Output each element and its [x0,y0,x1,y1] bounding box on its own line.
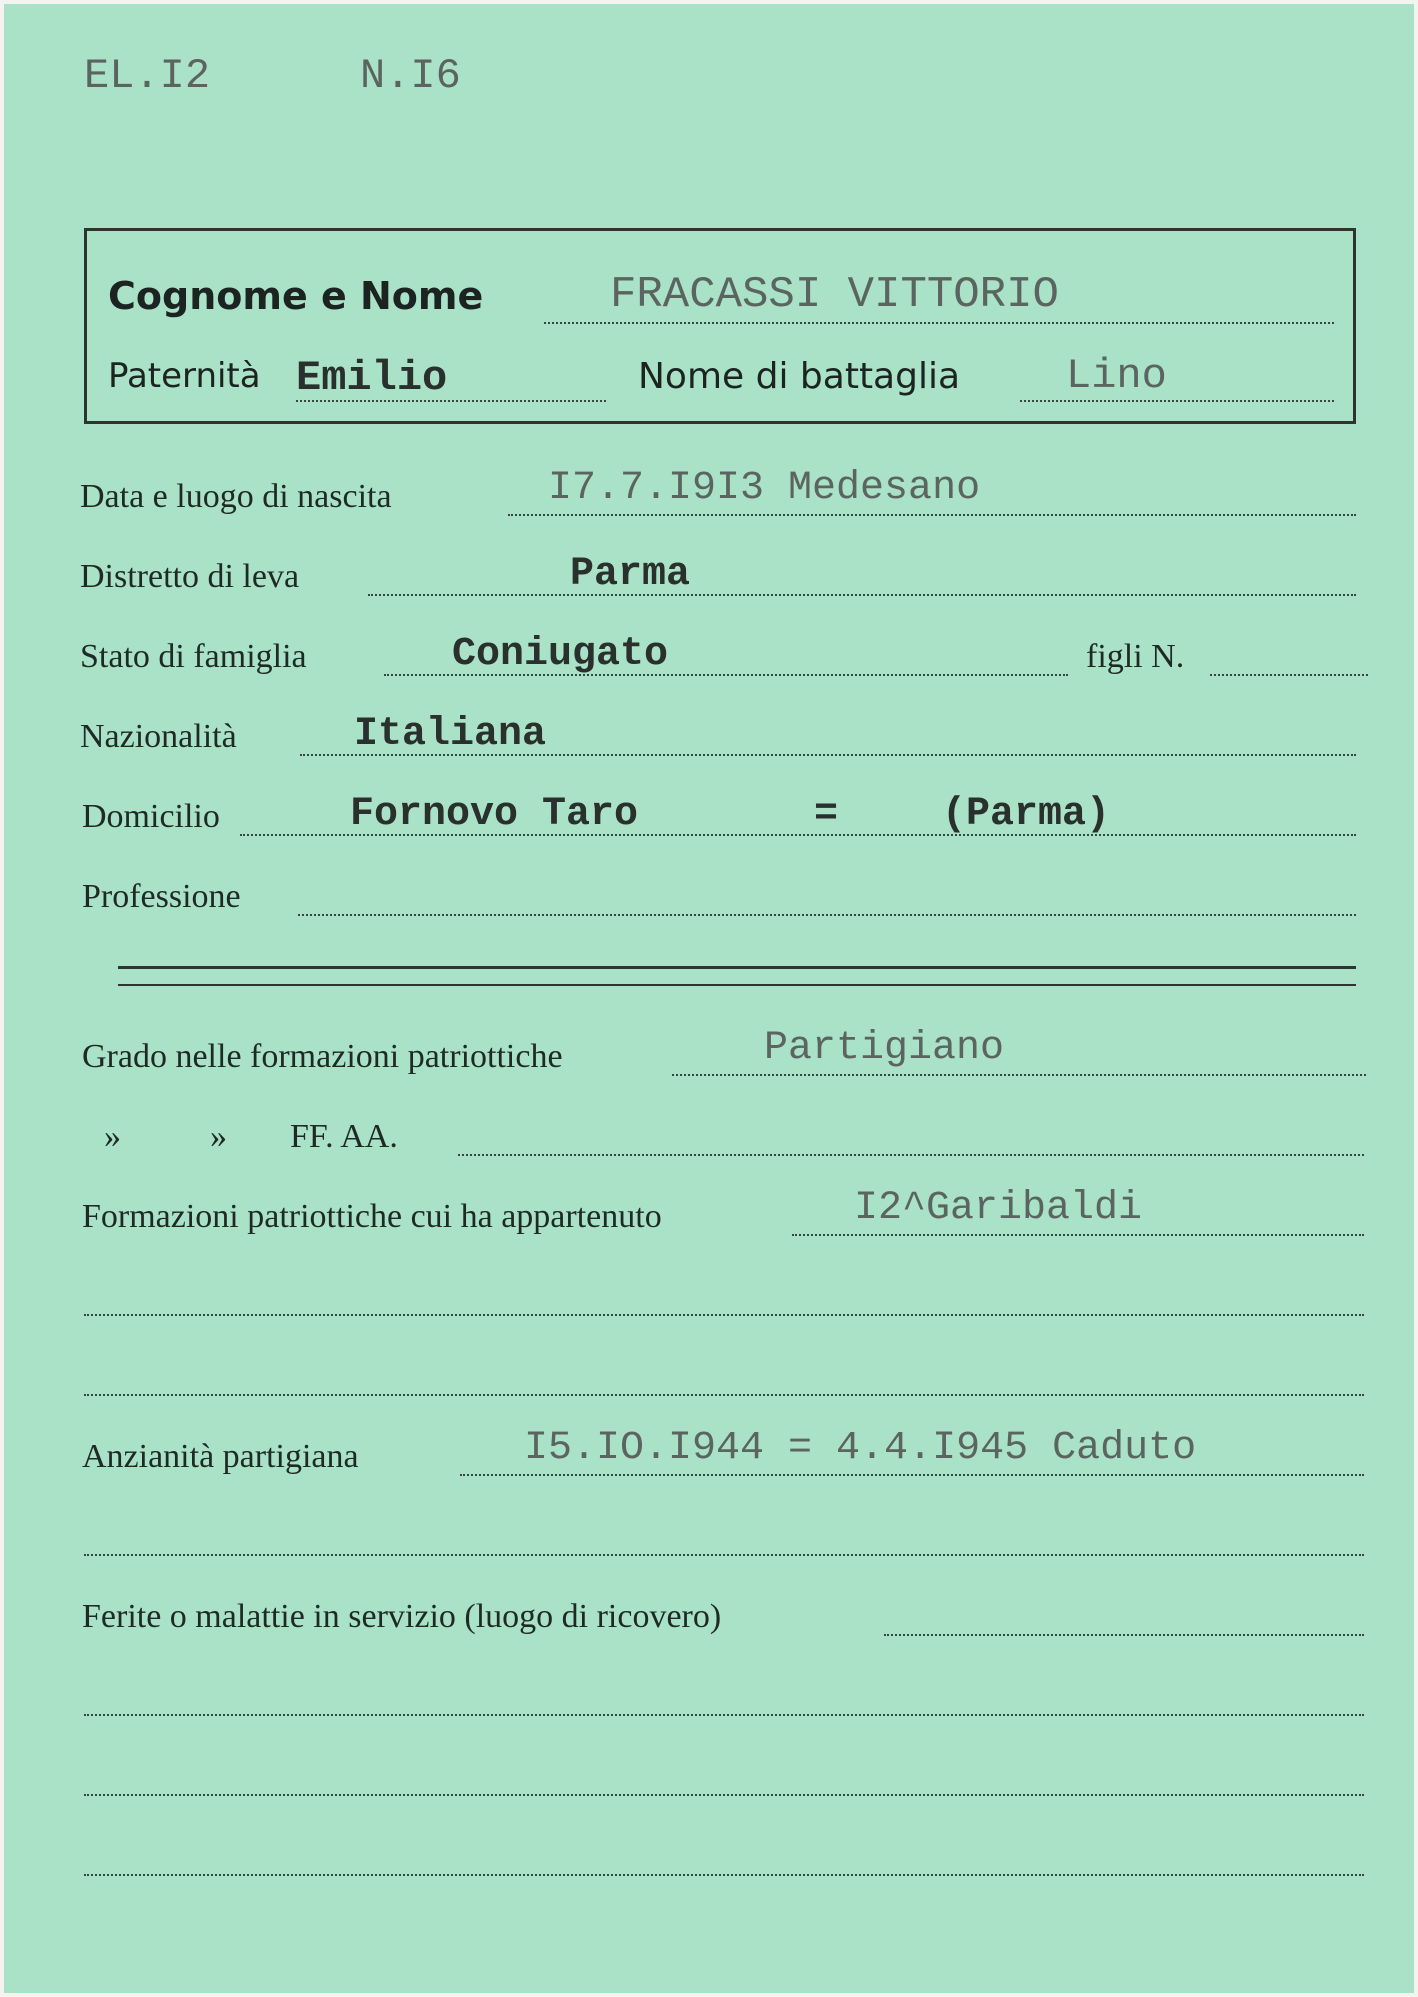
family-value: Coniugato [452,632,669,677]
name-label: Cognome e Nome [108,274,484,318]
family-label: Stato di famiglia [80,638,307,675]
profession-line [298,914,1356,916]
paternity-label: Paternità [108,356,261,396]
battle-name-line [1020,400,1334,402]
wounds-line [884,1634,1364,1636]
blank-line-4 [84,1714,1364,1716]
blank-line-1 [84,1314,1364,1316]
district-label: Distretto di leva [80,558,300,595]
blank-line-6 [84,1874,1364,1876]
profession-label: Professione [82,878,241,915]
separator-rule-lower [118,984,1356,986]
wounds-label: Ferite o malattie in servizio (luogo di ricovero) [82,1598,722,1635]
birth-value: I7.7.I9I3 Medesano [548,466,981,511]
ffaa-quote-2: » [210,1118,227,1155]
birth-label: Data e luogo di nascita [80,478,392,515]
blank-line-3 [84,1554,1364,1556]
ffaa-line [458,1154,1364,1156]
record-card [4,4,1414,1993]
formations-line [792,1234,1364,1236]
seniority-line [460,1474,1364,1476]
domicile-label: Domicilio [82,798,220,835]
birth-line [508,514,1356,516]
grade-label: Grado nelle formazioni patriottiche [82,1038,563,1075]
seniority-label: Anzianità partigiana [82,1438,359,1475]
nationality-value: Italiana [354,712,547,757]
formations-value: I2^Garibaldi [854,1186,1143,1231]
domicile-value: Fornovo Taro [350,792,639,837]
paternity-value: Emilio [296,354,448,402]
battle-name-label: Nome di battaglia [638,356,961,397]
children-label: figli N. [1086,638,1185,675]
nationality-label: Nazionalità [80,718,237,755]
name-line [544,322,1334,324]
domicile-equals: = [814,792,839,837]
children-line [1210,674,1368,676]
separator-rule [118,966,1356,969]
seniority-value: I5.IO.I944 = 4.4.I945 Caduto [524,1426,1197,1471]
battle-name-value: Lino [1066,352,1167,400]
card-number: N.I6 [360,52,461,100]
formations-label: Formazioni patriottiche cui ha appartenuto [82,1198,662,1235]
grade-line [672,1074,1366,1076]
name-value: FRACASSI VITTORIO [610,270,1059,320]
district-value: Parma [570,552,691,597]
el-code: EL.I2 [84,52,211,100]
grade-value: Partigiano [764,1026,1005,1071]
domicile-province: (Parma) [942,792,1111,837]
ffaa-quote-1: » [104,1118,121,1155]
ffaa-label: FF. AA. [290,1118,398,1155]
blank-line-5 [84,1794,1364,1796]
district-line [368,594,1356,596]
blank-line-2 [84,1394,1364,1396]
